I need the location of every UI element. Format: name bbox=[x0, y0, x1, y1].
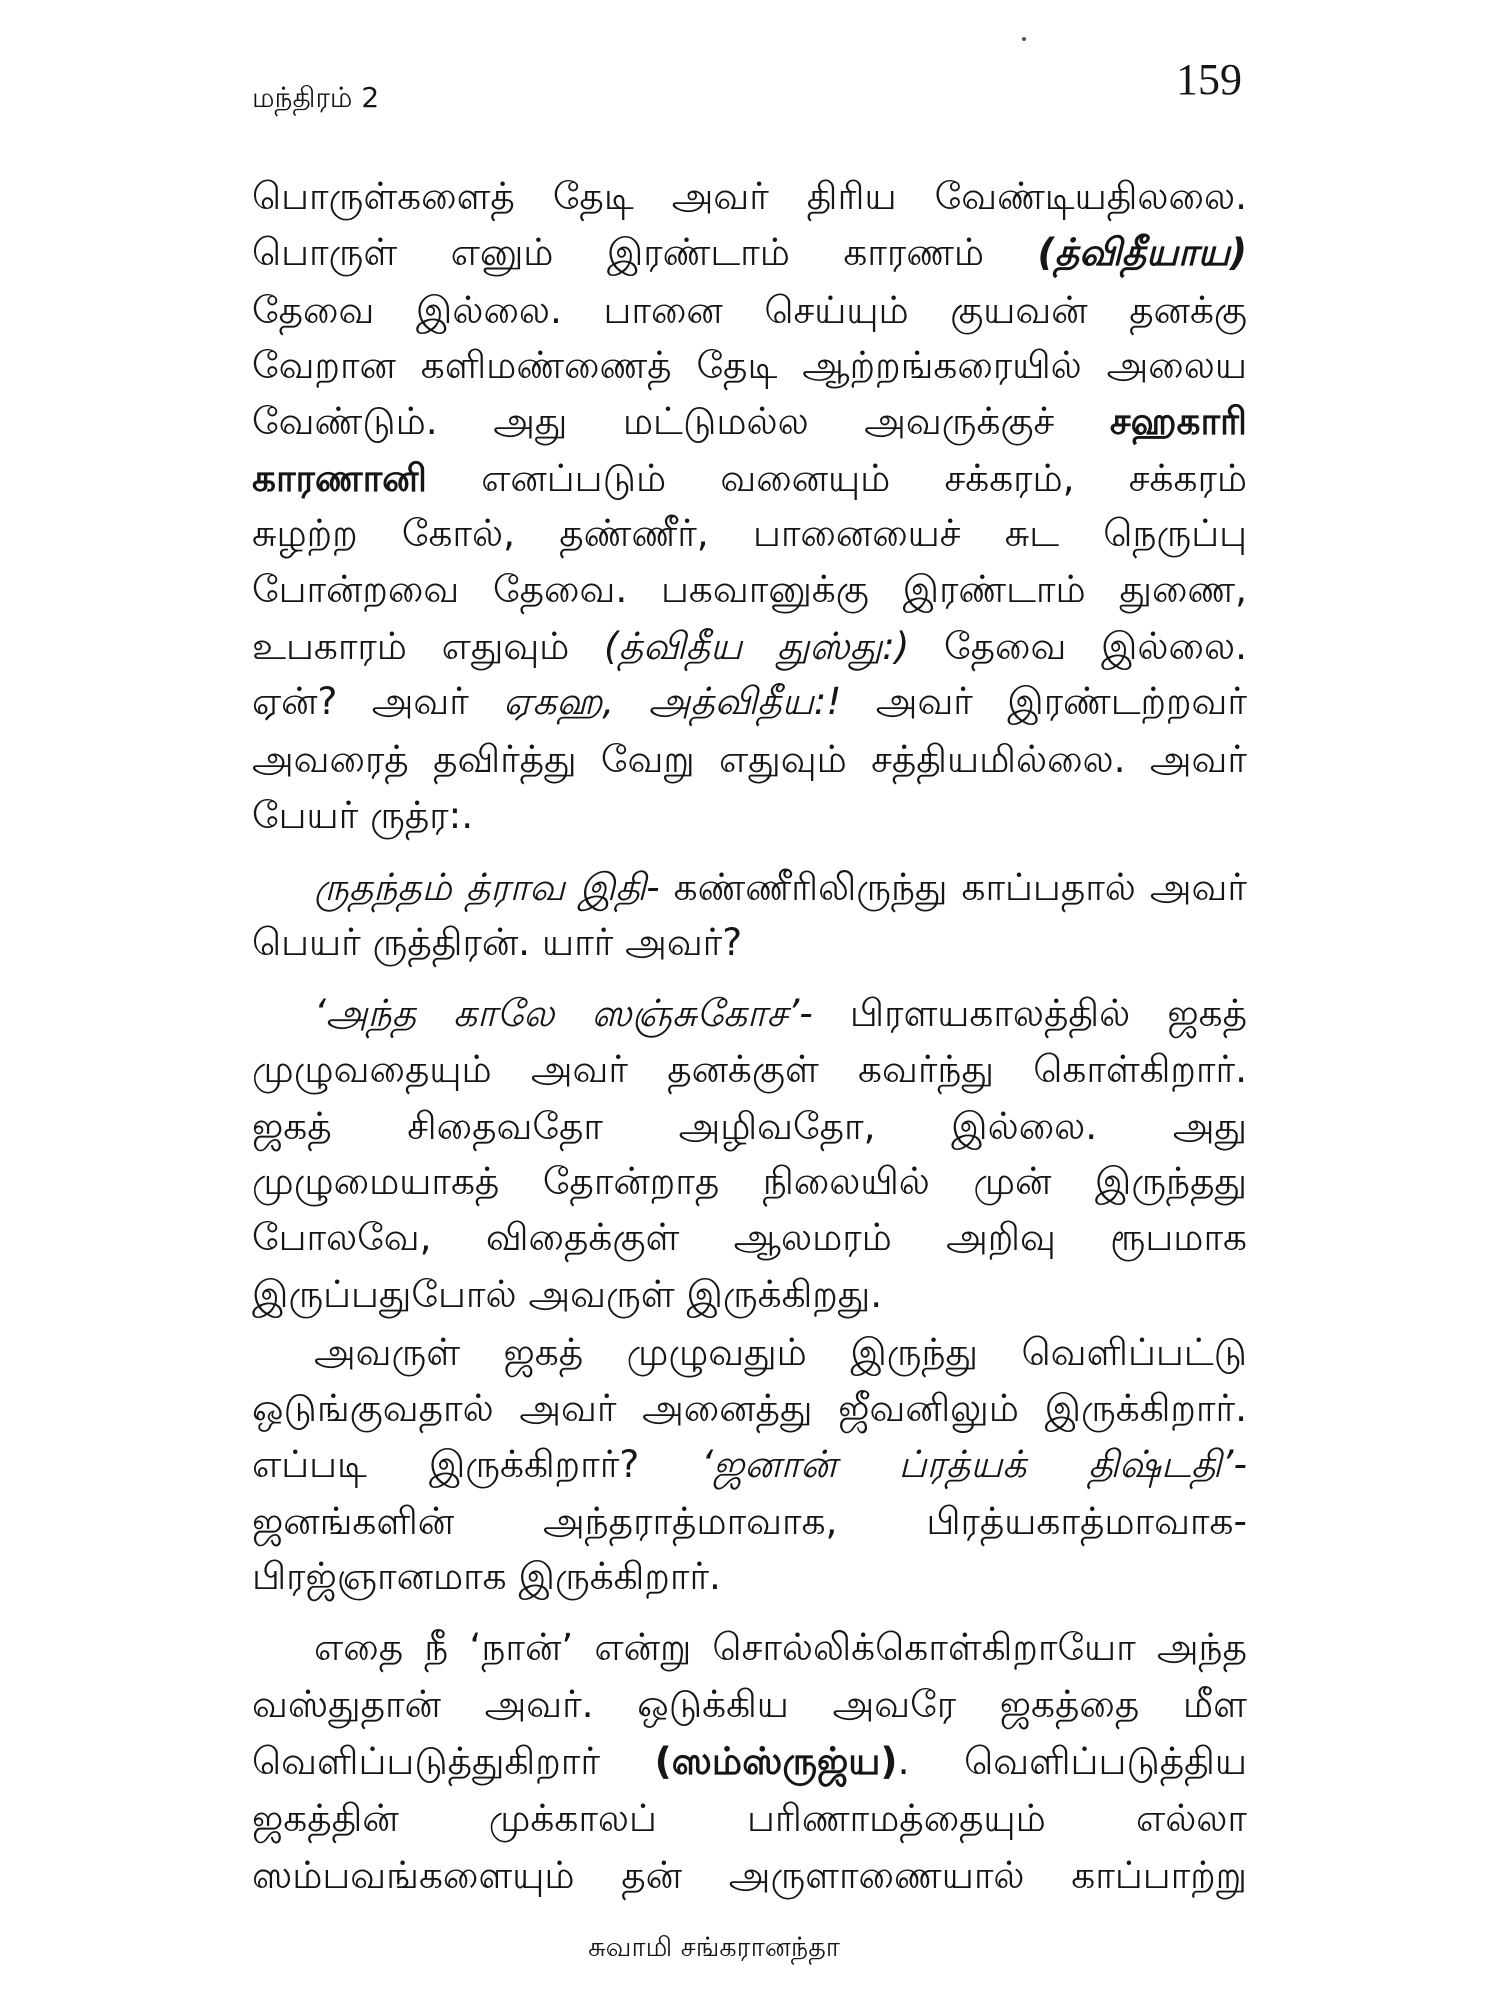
bold-term: காரணானி bbox=[252, 456, 427, 500]
line-text: அவருள் ஜகத் முழுவதும் இருந்து வெளிப்பட்டு bbox=[314, 1330, 1247, 1374]
body-line bbox=[252, 282, 1247, 338]
line-text: ஒடுங்குவதால் அவர் அனைத்து ஜீவனிலும் இருக்கிறார். bbox=[252, 1386, 1247, 1430]
body-line bbox=[252, 859, 1247, 915]
line-text: வேண்டும். அது மட்டுமல்ல அவருக்குச் bbox=[252, 399, 1110, 443]
author-footer: சுவாமி சங்கரானந்தா bbox=[588, 1932, 840, 1963]
sanskrit-term: ஏகஹ, அத்விதீய:! bbox=[503, 679, 842, 723]
body-line bbox=[252, 1790, 1247, 1846]
line-text: பிரளயகாலத்தில் ஜகத் bbox=[812, 991, 1247, 1035]
sanskrit-term: ருதந்தம் த்ராவ இதி- bbox=[314, 865, 660, 909]
sanskrit-term: (த்விதீயாய) bbox=[1037, 230, 1247, 274]
body-line bbox=[252, 1153, 1247, 1209]
line-text: ஸம்பவங்களையும் தன் அருளாணையால் காப்பாற்று bbox=[252, 1853, 1247, 1897]
line-text: வெளிப்படுத்துகிறார் bbox=[252, 1739, 655, 1783]
line-text: பேயர் ருத்ர:. bbox=[252, 793, 474, 837]
line-text: உபகாரம் எதுவும் bbox=[252, 624, 604, 668]
line-text: வஸ்துதான் அவர். ஒடுக்கிய அவரே ஜகத்தை மீள bbox=[252, 1682, 1247, 1726]
body-line bbox=[252, 393, 1247, 449]
line-text: எப்படி இருக்கிறார்? bbox=[252, 1442, 702, 1486]
line-text: பிரஜ்ஞானமாக இருக்கிறார். bbox=[252, 1554, 721, 1598]
line-text: வேறான களிமண்ணைத் தேடி ஆற்றங்கரையில் அலைய bbox=[252, 343, 1247, 387]
sanskrit-quote: ‘அந்த காலே ஸஞ்சுகோச’- bbox=[314, 991, 813, 1035]
line-text: ஜகத்தின் முக்காலப் பரிணாமத்தையும் எல்லா bbox=[252, 1796, 1247, 1840]
line-text: பொருள் எனும் இரண்டாம் காரணம் bbox=[252, 230, 1038, 274]
line-text: அவர் இரண்டற்றவர் bbox=[841, 679, 1247, 723]
body-line bbox=[252, 450, 1247, 506]
line-text: அவரைத் தவிர்த்து வேறு எதுவும் சத்தியமில்லை. அவர் bbox=[252, 737, 1247, 781]
section-title: மந்திரம் 2 bbox=[252, 81, 380, 114]
body-line bbox=[252, 1847, 1247, 1903]
body-line bbox=[252, 337, 1247, 393]
body-line bbox=[252, 914, 1247, 970]
sanskrit-term: (த்விதீய துஸ்து:) bbox=[604, 624, 910, 668]
line-text: பெயர் ருத்திரன். யார் அவர்? bbox=[252, 920, 743, 964]
line-text: ஜனங்களின் அந்தராத்மாவாக, பிரத்யகாத்மாவாக- bbox=[252, 1499, 1247, 1543]
body-line bbox=[252, 1733, 1247, 1789]
body-line bbox=[252, 1209, 1247, 1265]
body-line bbox=[252, 787, 1247, 843]
line-text: தேவை இல்லை. bbox=[909, 624, 1247, 668]
bold-term: சஹகாரி bbox=[1109, 399, 1247, 443]
body-line bbox=[252, 1676, 1247, 1732]
body-line bbox=[252, 673, 1247, 729]
line-text: எனப்படும் வனையும் சக்கரம், சக்கரம் bbox=[426, 456, 1247, 500]
line-text: முழுமையாகத் தோன்றாத நிலையில் முன் இருந்தது bbox=[252, 1159, 1247, 1203]
line-text: ஏன்? அவர் bbox=[252, 679, 504, 723]
line-text: . வெளிப்படுத்திய bbox=[897, 1739, 1247, 1783]
body-line bbox=[252, 1041, 1247, 1097]
line-text: பொருள்களைத் தேடி அவர் திரிய வேண்டியதிலலை. bbox=[252, 174, 1247, 218]
page-number: 159 bbox=[1176, 55, 1242, 104]
line-text: சுழற்ற கோல், தண்ணீர், பானையைச் சுட நெருப்பு bbox=[252, 511, 1247, 555]
sanskrit-term: (ஸம்ஸ்ருஜ்ய) bbox=[654, 1739, 898, 1783]
body-line bbox=[252, 731, 1247, 787]
body-line bbox=[252, 561, 1247, 617]
body-line bbox=[252, 1380, 1247, 1436]
body-line bbox=[252, 1266, 1247, 1322]
body-line bbox=[252, 1324, 1247, 1380]
body-line bbox=[252, 1098, 1247, 1154]
line-text: போலவே, விதைக்குள் ஆலமரம் அறிவு ரூபமாக bbox=[252, 1215, 1247, 1259]
line-text: முழுவதையும் அவர் தனக்குள் கவர்ந்து கொள்கிறார். bbox=[252, 1047, 1247, 1091]
line-text: தேவை இல்லை. பானை செய்யும் குயவன் தனக்கு bbox=[252, 288, 1247, 332]
line-text: போன்றவை தேவை. பகவானுக்கு இரண்டாம் துணை, bbox=[252, 567, 1247, 611]
body-line bbox=[252, 1436, 1247, 1492]
body-line bbox=[252, 618, 1247, 674]
body-line bbox=[252, 1493, 1247, 1549]
body-line bbox=[252, 1619, 1247, 1675]
line-text: கண்ணீரிலிருந்து காப்பதால் அவர் bbox=[659, 865, 1247, 909]
body-line bbox=[252, 505, 1247, 561]
scan-speck bbox=[1022, 37, 1026, 41]
body-line bbox=[252, 985, 1247, 1041]
body-line bbox=[252, 1548, 1247, 1604]
line-text: எதை நீ ‘நான்’ என்று சொல்லிக்கொள்கிறாயோ அந்த bbox=[314, 1625, 1247, 1669]
body-line bbox=[252, 224, 1247, 280]
line-text: இருப்பதுபோல் அவருள் இருக்கிறது. bbox=[252, 1272, 883, 1316]
body-line bbox=[252, 168, 1247, 224]
sanskrit-quote: ‘ஜனான் ப்ரத்யக் திஷ்டதி’- bbox=[701, 1442, 1247, 1486]
line-text: ஜகத் சிதைவதோ அழிவதோ, இல்லை. அது bbox=[252, 1104, 1247, 1148]
